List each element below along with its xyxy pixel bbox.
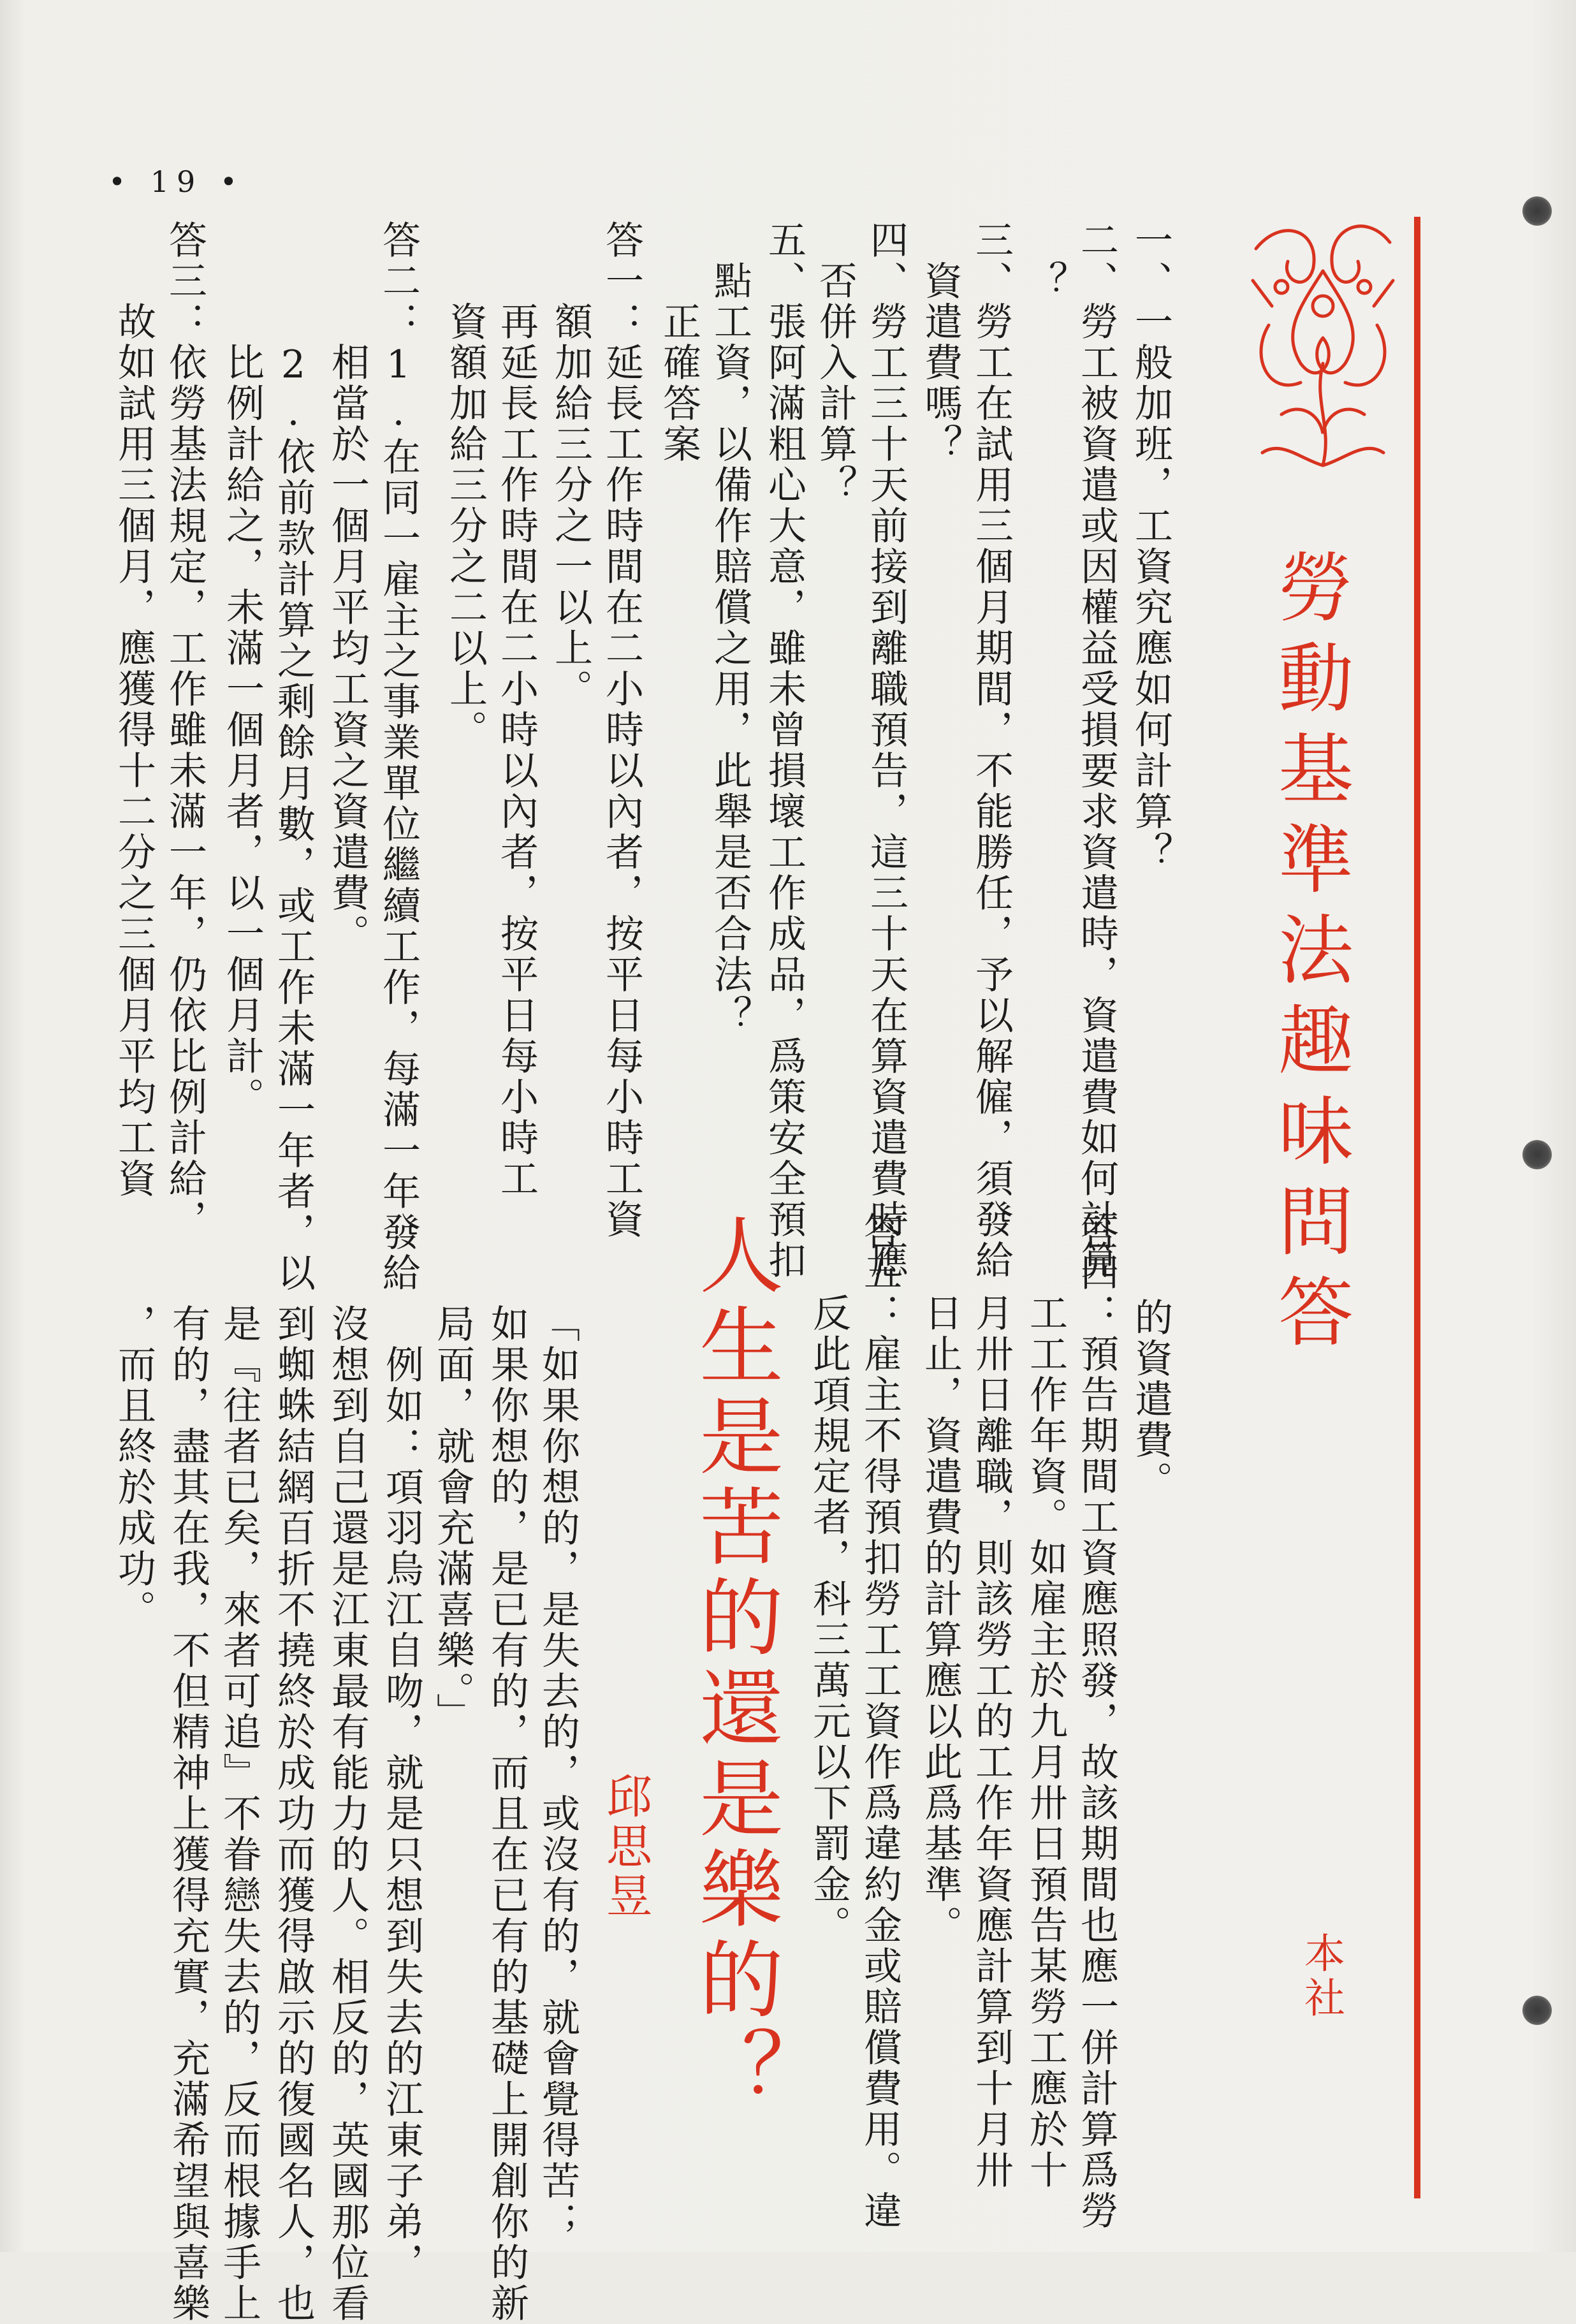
page-number: • 19 •	[108, 164, 245, 199]
text-column: 例如：項羽烏江自吻，就是只想到失去的江東子弟，	[379, 1304, 424, 2283]
text-column: 日止，資遣費的計算應以此爲基準。	[918, 1211, 963, 1946]
text-column: 如果你想的，是已有的，而且在已有的基礎上開創你的新	[485, 1304, 529, 2324]
text-column: 2.依前款計算之剩餘月數，或工作未滿一年者，以	[271, 220, 316, 1294]
binding-hole-middle	[1522, 1140, 1552, 1169]
text-column: 「如果你想的，是失去的，或沒有的，就會覺得苦；	[536, 1304, 580, 2242]
text-column: ？	[1023, 220, 1068, 302]
text-column: 一、一般加班，工資究應如何計算？	[1128, 220, 1173, 873]
text-column: 答二：1.在同一雇主之事業單位繼續工作，每滿一年發給	[376, 220, 421, 1294]
text-column: 工工作年資。如雇主於九月卅日預告某勞工應於十	[1023, 1211, 1068, 2191]
text-column: 是『往者已矣，來者可追』不眷戀失去的，反而根據手上	[217, 1304, 261, 2324]
text-column: 再延長工作時間在二小時以內者，按平日每小時工	[494, 220, 539, 1199]
text-column: 正確答案	[657, 220, 701, 465]
text-column: 四、勞工三十天前接到離職預告，這三十天在算資遣費時應	[864, 220, 908, 1281]
text-column: 答四：預告期間工資應照發，故該期間也應一併計算爲勞	[1074, 1211, 1119, 2232]
text-column: 五、張阿滿粗心大意，雖未曾損壞工作成品，爲策安全預扣	[762, 220, 806, 1281]
text-column: 答三：依勞基法規定，工作雖未滿一年，仍依比例計給，	[163, 220, 207, 1240]
text-column: 三、勞工在試用三個月期間，不能勝任，予以解僱，須發給	[969, 220, 1014, 1281]
text-column: 比例計給之，未滿一個月者，以一個月計。	[220, 220, 265, 1118]
text-column: 答一：延長工作時間在二小時以內者，按平日每小時工資	[599, 220, 644, 1240]
text-column: 額加給三分之一以上。	[548, 220, 593, 710]
article2-title: 人生是苦的還是樂的？	[685, 1211, 783, 2117]
floral-ornament-icon	[1243, 210, 1403, 478]
text-column: ，而且終於成功。	[112, 1304, 156, 1630]
text-column: 答五：雇主不得預扣勞工工資作爲違約金或賠償費用。違	[857, 1211, 902, 2232]
text-column: 的資遣費。	[1128, 1297, 1173, 1502]
article-title: 勞動基準法趣味問答	[1266, 548, 1353, 1363]
text-column: 二、勞工被資遣或因權益受損要求資遣時，資遣費如何計算	[1074, 220, 1119, 1281]
title-rule	[1414, 217, 1420, 2198]
text-column: 沒想到自己還是江東最有能力的人。相反的，英國那位看	[325, 1304, 370, 2324]
text-column: 到蜘蛛結網百折不撓終於成功而獲得啟示的復國名人，也	[271, 1304, 316, 2324]
text-column: 資額加給三分之二以上。	[443, 220, 488, 750]
article2-author: 邱思昱	[599, 1772, 652, 1922]
text-column: 資遣費嗎？	[918, 220, 963, 465]
binding-hole-bottom	[1522, 1996, 1552, 2025]
article-byline: 本社	[1297, 1932, 1345, 2021]
text-column: 故如試用三個月，應獲得十二分之三個月平均工資	[112, 220, 156, 1199]
text-column: 反此項規定者，科三萬元以下罰金。	[806, 1211, 851, 1946]
text-column: 有的，盡其在我，不但精神上獲得充實，充滿希望與喜樂	[166, 1304, 210, 2324]
text-column: 點工資，以備作賠償之用，此舉是否合法？	[708, 220, 752, 1036]
text-column: 否併入計算？	[813, 220, 857, 506]
binding-hole-top	[1522, 196, 1552, 226]
text-column: 相當於一個月平均工資之資遣費。	[325, 220, 370, 954]
text-column: 局面，就會充滿喜樂。」	[430, 1304, 475, 1734]
text-column: 月卅日離職，則該勞工的工作年資應計算到十月卅	[969, 1211, 1014, 2191]
